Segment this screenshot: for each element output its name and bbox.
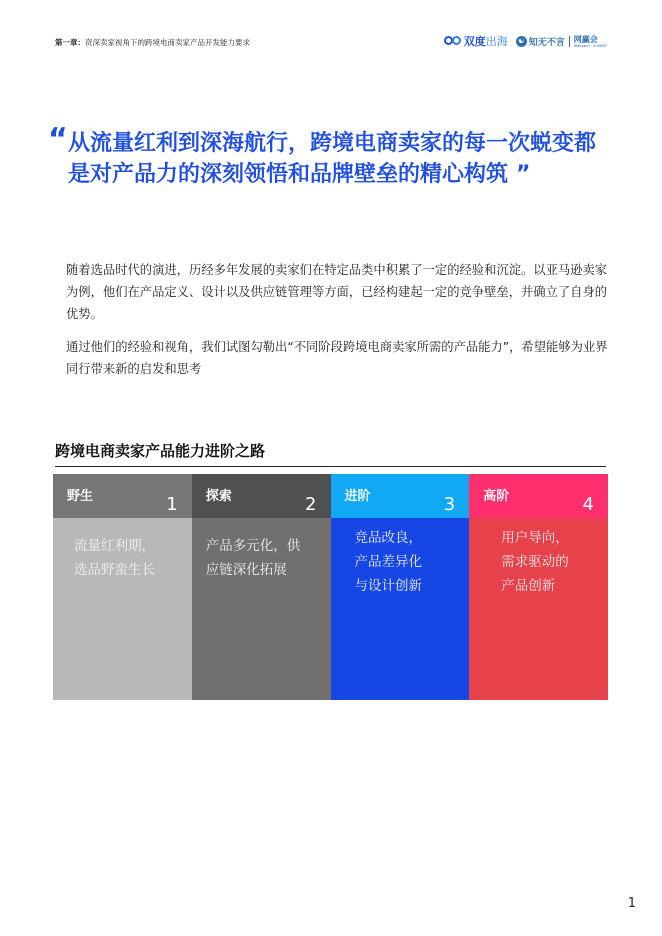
stage-line: 产品差异化	[354, 554, 422, 570]
logo-wj-sub: Wangwin · SUMMIT	[573, 43, 607, 48]
logo-wangyinghui	[574, 35, 607, 48]
logo-ad-text	[464, 33, 508, 49]
page-number: 1	[627, 896, 636, 911]
logo-divider	[569, 36, 570, 47]
stage-line: 需求驱动的	[501, 554, 569, 570]
stage-name: 野生	[67, 489, 94, 504]
zhiwubuyan-logo-icon: ☯	[516, 36, 527, 47]
stage-line: 产品创新	[501, 578, 556, 594]
logo-zw-text: 知无不言	[528, 37, 565, 48]
stage-header	[192, 474, 331, 518]
stage-line: 应链深化拓展	[205, 562, 287, 578]
logo-ad	[444, 33, 508, 49]
pull-quote-body: 从流量红利到深海航行，跨境电商卖家的每一次蜕变都是对产品力的深刻领悟和品牌壁垒的精心构筑	[68, 131, 597, 187]
stage-line: 与设计创新	[354, 578, 422, 594]
chapter-heading	[55, 37, 250, 48]
stage-number: 3	[443, 494, 456, 515]
purpose-paragraph: 通过他们的经验和视角，我们试图勾勒出“不同阶段跨境电商卖家所需的产品能力”，希望能够为业界同行带来新的启发和思考	[66, 340, 608, 376]
stage-table	[53, 474, 608, 700]
chapter-title: 资深卖家视角下的跨境电商卖家产品开发能力要求	[85, 38, 250, 47]
partner-logos	[444, 33, 607, 49]
stage-name: 进阶	[344, 489, 371, 504]
stage-number: 4	[582, 494, 594, 515]
stage-number: 1	[166, 494, 178, 515]
close-quote-mark: ”	[516, 162, 532, 187]
stage-line: 用户导向，	[501, 530, 569, 546]
logo-ad-main: 双度	[463, 35, 486, 48]
stage-name: 探索	[205, 489, 232, 504]
open-quote-mark: “	[48, 122, 68, 157]
stage-line: 流量红利期，	[74, 538, 155, 554]
logo-zhiwubuyan	[516, 35, 565, 48]
logo-wj-text: 网赢会	[573, 34, 598, 44]
stage-line: 产品多元化，供	[205, 538, 301, 554]
section-title: 跨境电商卖家产品能力进阶之路	[55, 442, 266, 460]
stage-column	[192, 474, 331, 700]
stage-description	[469, 518, 608, 700]
stage-header	[469, 474, 608, 518]
stage-column	[331, 474, 470, 700]
stage-description	[53, 518, 192, 700]
infinity-logo-icon	[444, 36, 462, 47]
stage-column	[469, 474, 608, 700]
pull-quote-text	[48, 128, 608, 190]
stage-name: 高阶	[483, 489, 510, 504]
chapter-label: 第一章：	[55, 38, 85, 47]
logo-ad-sub: 出海	[485, 35, 508, 48]
stage-description	[331, 518, 470, 700]
stage-line: 选品野蛮生长	[74, 562, 155, 578]
pull-quote	[48, 122, 608, 190]
stage-column	[53, 474, 192, 700]
intro-paragraph: 随着选品时代的演进，历经多年发展的卖家们在特定品类中积累了一定的经验和沉淀。以亚马逊卖家为例，他们在产品定义、设计以及供应链管理等方面，已经构建起一定的竞争壁垒，并确立了自身的优势。	[66, 263, 608, 321]
stage-header	[53, 474, 192, 518]
stage-description	[192, 518, 331, 700]
page-header	[55, 34, 607, 51]
section-divider	[55, 466, 606, 467]
stage-number: 2	[305, 494, 317, 515]
stage-header	[331, 474, 470, 518]
stage-line: 竞品改良，	[354, 530, 422, 546]
